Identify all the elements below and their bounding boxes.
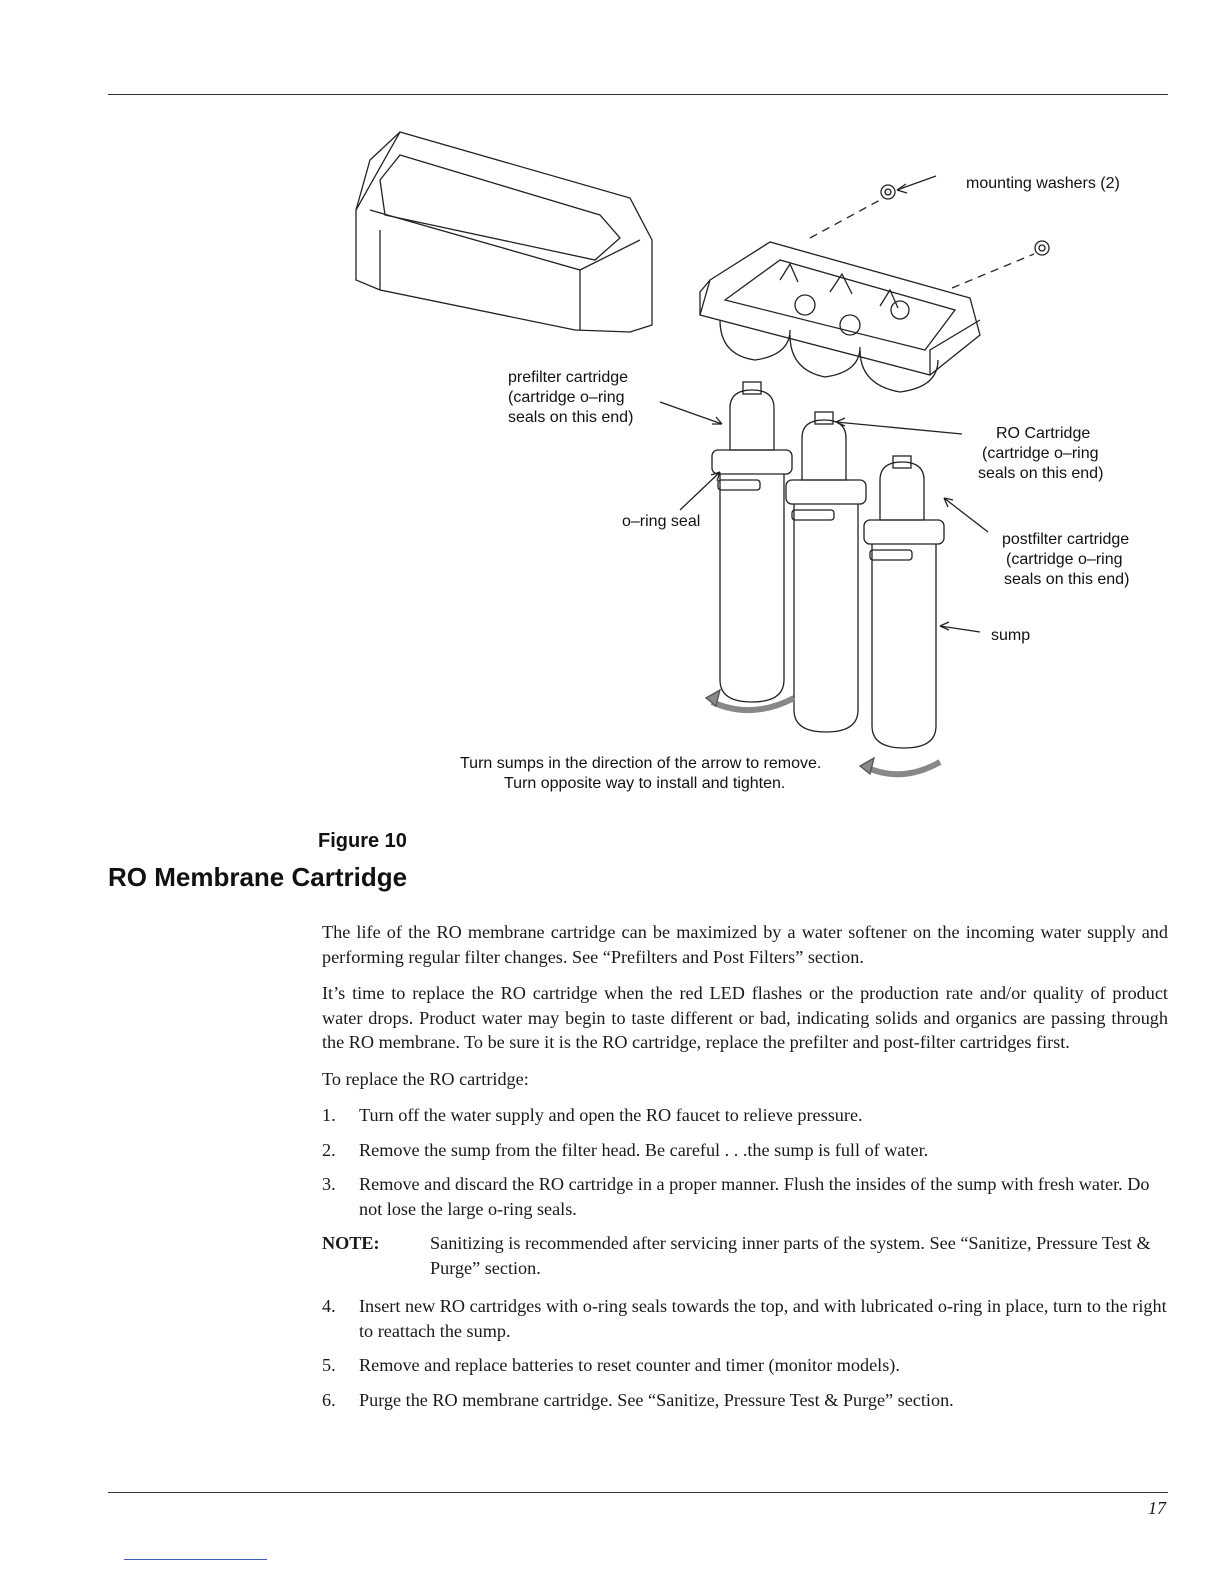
paragraph-2: It’s time to replace the RO cartridge when the red LED flashes or the production rate and/or quality of product water drops. Product water may begin to taste different or bad, indicating solids and organics are passing through the RO membrane. To be sure it is the RO cartridge, replace the prefilter and post-filter cartridges first. (322, 983, 1168, 1052)
step-item (322, 1172, 1168, 1221)
steps-list-a (322, 1103, 1168, 1221)
callout-mounting-washers: mounting washers (2) (966, 175, 1120, 192)
step-number: 5. (322, 1355, 336, 1375)
note-text: Sanitizing is recommended after servicing inner parts of the system. See “Sanitize, Pressure Test & Purge” section. (430, 1233, 1151, 1278)
step-text: Remove the sump from the filter head. Be careful . . .the sump is full of water. (359, 1139, 929, 1160)
callout-postfilter (1002, 530, 1129, 590)
turn-instruction-line-1: Turn sumps in the direction of the arrow to remove. (460, 755, 822, 772)
callout-postfilter-line-1: postfilter cartridge (1002, 531, 1130, 548)
filter-cover (356, 132, 652, 332)
note-label: NOTE: (322, 1233, 380, 1253)
callout-prefilter-line-2: (cartridge o–ring (508, 389, 625, 406)
callout-ro-line-3: seals on this end) (978, 465, 1104, 482)
paragraph-3: To replace the RO cartridge: (322, 1068, 529, 1089)
callout-postfilter-line-2: (cartridge o–ring (1006, 551, 1123, 568)
step-item (322, 1294, 1168, 1343)
callout-prefilter (508, 368, 633, 428)
step-number: 4. (322, 1296, 336, 1316)
prefilter-sump (712, 382, 792, 702)
callout-turn-instruction (460, 754, 821, 794)
figure-10-illustration (340, 120, 1180, 820)
section-heading: RO Membrane Cartridge (108, 862, 408, 892)
step-number: 2. (322, 1139, 336, 1160)
figure-label: Figure 10 (318, 830, 407, 852)
footer-link-bar (124, 1559, 267, 1560)
turn-instruction-line-2: Turn opposite way to install and tighten. (504, 775, 786, 792)
step-item (322, 1103, 1168, 1128)
callout-prefilter-line-3: seals on this end) (508, 409, 634, 426)
callout-sump: sump (991, 627, 1031, 644)
step-number: 1. (322, 1105, 336, 1125)
ro-sump (786, 412, 866, 732)
step-item (322, 1138, 1168, 1163)
note-block (322, 1231, 1168, 1280)
paragraph-1: The life of the RO membrane cartridge can be maximized by a water softener on the incoming water supply and performing regular filter changes. See “Prefilters and Post Filters” section. (322, 922, 1168, 967)
step-text: Turn off the water supply and open the RO faucet to relieve pressure. (359, 1105, 863, 1125)
callout-oring-seal: o–ring seal (622, 513, 701, 530)
step-text: Insert new RO cartridges with o-ring seals towards the top, and with lubricated o-ring in place, turn to the right to reattach the sump. (359, 1296, 1167, 1341)
step-text: Remove and discard the RO cartridge in a proper manner. Flush the insides of the sump with fresh water. Do not lose the large o-ring seals. (359, 1174, 1150, 1219)
top-rule (108, 94, 1168, 95)
callout-postfilter-line-3: seals on this end) (1004, 571, 1130, 588)
callout-ro-line-1: RO Cartridge (996, 425, 1091, 442)
leader-lines (660, 402, 988, 632)
section-body (322, 920, 1168, 1422)
step-item (322, 1388, 1168, 1413)
bottom-rule (108, 1492, 1168, 1493)
step-number: 3. (322, 1174, 336, 1194)
step-number: 6. (322, 1389, 336, 1410)
callout-ro-line-2: (cartridge o–ring (982, 445, 1099, 462)
step-item (322, 1353, 1168, 1378)
page-number: 17 (1148, 1498, 1166, 1518)
filter-head (700, 242, 980, 392)
callout-prefilter-line-1: prefilter cartridge (508, 369, 629, 386)
postfilter-sump (864, 456, 944, 748)
step-text: Purge the RO membrane cartridge. See “Sanitize, Pressure Test & Purge” section. (359, 1389, 954, 1410)
steps-list-b (322, 1294, 1168, 1412)
callout-ro-cartridge (978, 424, 1103, 484)
step-text: Remove and replace batteries to reset counter and timer (monitor models). (359, 1355, 900, 1375)
